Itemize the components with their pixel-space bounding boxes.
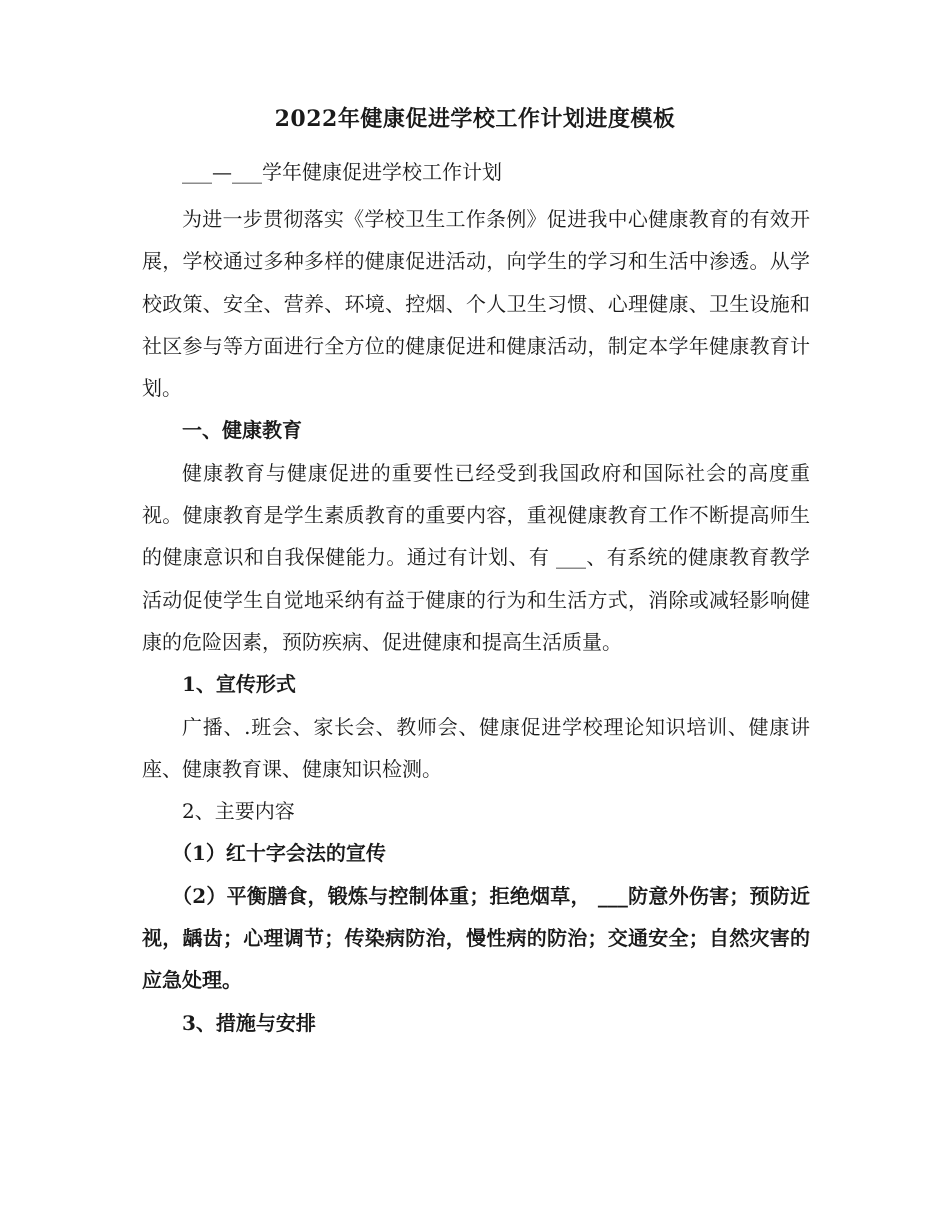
intro-paragraph: 为进一步贯彻落实《学校卫生工作条例》促进我中心健康教育的有效开展，学校通过多种多样的健康促进活动，向学生的学习和生活中渗透。从学校政策、安全、营养、环境、控烟、个人卫生习惯、心理健康、卫生设施和社区参与等方面进行全方位的健康促进和健康活动，制定本学年健康教育计划。 [142,207,810,401]
section-heading-health-education: 一、健康教育 [182,418,302,443]
item-heading-measures: 3、措施与安排 [182,1010,316,1035]
document-body [142,198,810,1044]
document-subtitle: ___—___学年健康促进学校工作计划 [182,160,502,184]
item-heading-publicity-forms: 1、宣传形式 [182,672,296,697]
publicity-forms-paragraph: 广播、.班会、家长会、教师会、健康促进学校理论知识培训、健康讲座、健康教育课、健康知识检测。 [142,714,810,781]
health-education-paragraph: 健康教育与健康促进的重要性已经受到我国政府和国际社会的高度重视。健康教育是学生素质教育的重要内容，重视健康教育工作不断提高师生的健康意识和自我保健能力。通过有计划、有 ___、有系统的健康教育教学活动促使学生自觉地采纳有益于健康的行为和生活方式，消除或减轻影响健康的危险因素，预防疾病、促进健康和提高生活质量。 [142,460,810,654]
document-title: 2022年健康促进学校工作计划进度模板 [274,106,676,132]
main-content-sub2: （2）平衡膳食，锻炼与控制体重；拒绝烟草， ___防意外伤害；预防近视，龋齿；心理调节；传染病防治，慢性病的防治；交通安全；自然灾害的应急处理。 [142,883,810,993]
item-heading-main-content: 2、主要内容 [182,799,295,824]
main-content-sub1: （1）红十字会法的宣传 [172,841,386,866]
